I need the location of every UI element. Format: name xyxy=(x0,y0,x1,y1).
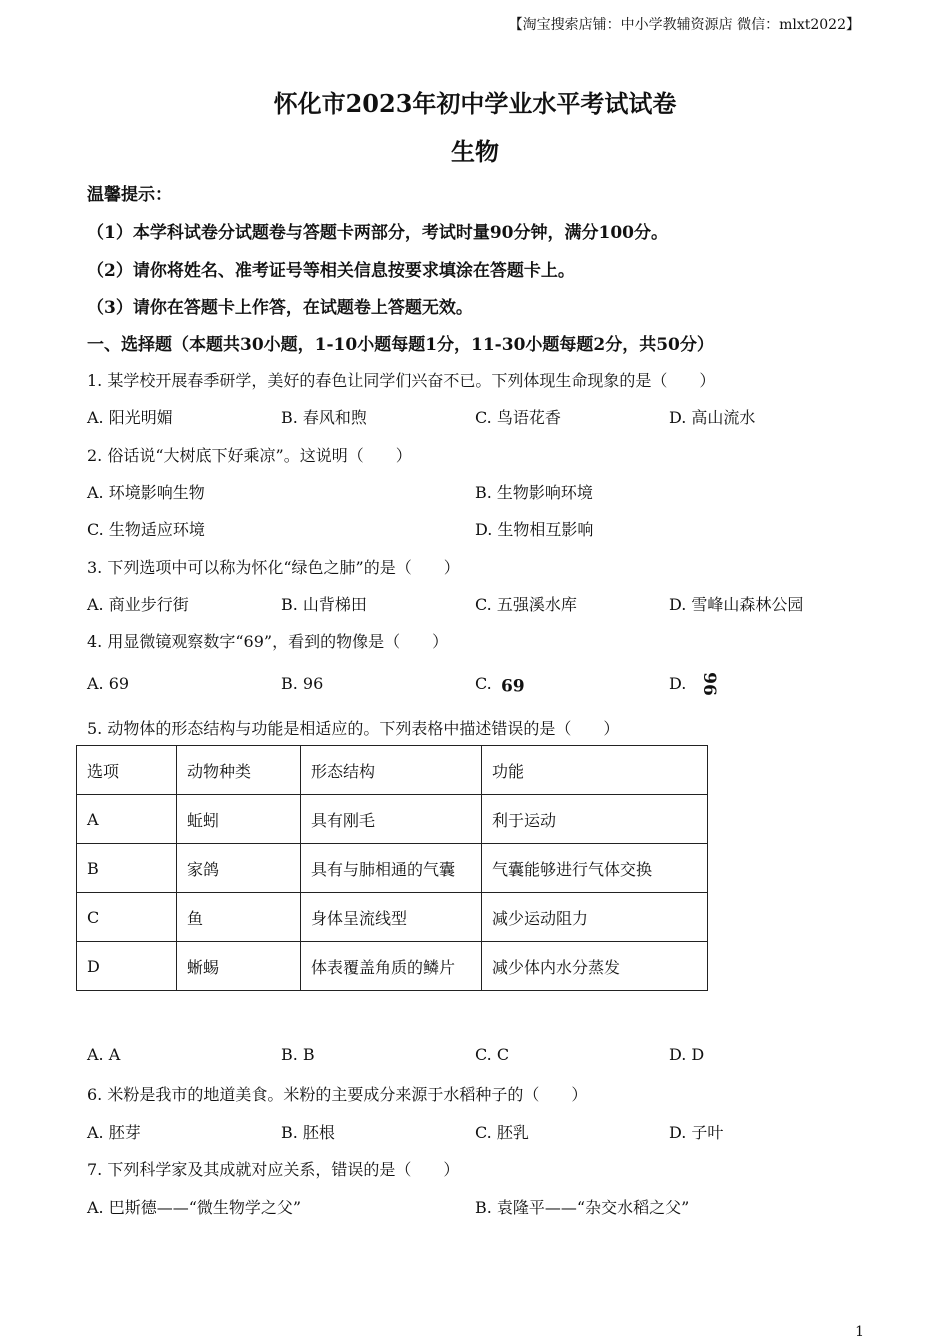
table-header-cell: 动物种类 xyxy=(177,746,301,795)
table-cell: 减少运动阻力 xyxy=(482,893,708,942)
table-cell: D xyxy=(77,942,177,991)
table-cell: 鱼 xyxy=(177,893,301,942)
table-header-row xyxy=(77,746,708,795)
table-cell: 具有刚毛 xyxy=(301,795,482,844)
header-note: 【淘宝搜索店铺：中小学教辅资源店 微信：mlxt2022】 xyxy=(508,17,860,33)
option-label: D. xyxy=(669,674,687,693)
rotated-number-image: 69 xyxy=(500,674,525,694)
option-d: D. D xyxy=(669,1045,705,1064)
table-cell: 利于运动 xyxy=(482,795,708,844)
rotated-number-image: 96 xyxy=(699,672,720,696)
option-a: A. 环境影响生物 xyxy=(87,483,205,502)
option-a: A. 阳光明媚 xyxy=(87,408,173,427)
table-header-cell: 选项 xyxy=(77,746,177,795)
q5-table xyxy=(76,745,708,991)
section-heading: 一、选择题（本题共30小题，1-10小题每题1分，11-30小题每题2分，共50分） xyxy=(87,335,714,355)
option-a: A. 巴斯德——“微生物学之父” xyxy=(87,1198,302,1217)
subject-title: 生物 xyxy=(451,137,499,166)
option-b: B. 胚根 xyxy=(281,1123,335,1142)
option-c xyxy=(475,674,525,694)
question-stem: 6. 米粉是我市的地道美食。米粉的主要成分来源于水稻种子的（ ） xyxy=(87,1085,588,1104)
option-b: B. 袁隆平——“杂交水稻之父” xyxy=(475,1198,690,1217)
option-b: B. B xyxy=(281,1045,315,1064)
tip-item: （2）请你将姓名、准考证号等相关信息按要求填涂在答题卡上。 xyxy=(87,261,575,281)
option-d xyxy=(669,674,721,694)
option-d: D. 生物相互影响 xyxy=(475,520,594,539)
tip-item: （3）请你在答题卡上作答，在试题卷上答题无效。 xyxy=(87,298,473,318)
option-c: C. 胚乳 xyxy=(475,1123,529,1142)
table-cell: 家鸽 xyxy=(177,844,301,893)
option-c: C. 五强溪水库 xyxy=(475,595,577,614)
option-b: B. 生物影响环境 xyxy=(475,483,593,502)
question-stem: 2. 俗话说“大树底下好乘凉”。这说明（ ） xyxy=(87,446,412,465)
table-row xyxy=(77,795,708,844)
table-cell: 体表覆盖角质的鳞片 xyxy=(301,942,482,991)
question-stem: 1. 某学校开展春季研学，美好的春色让同学们兴奋不已。下列体现生命现象的是（ ） xyxy=(87,371,716,390)
option-c: C. C xyxy=(475,1045,510,1064)
option-d: D. 子叶 xyxy=(669,1123,724,1142)
option-b: B. 96 xyxy=(281,674,324,693)
table-cell: A xyxy=(77,795,177,844)
option-d: D. 高山流水 xyxy=(669,408,756,427)
option-a: A. 商业步行街 xyxy=(87,595,189,614)
exam-title: 怀化市2023年初中学业水平考试试卷 xyxy=(273,89,677,118)
table-cell: 蚯蚓 xyxy=(177,795,301,844)
option-a: A. 69 xyxy=(87,674,130,693)
table-cell: 身体呈流线型 xyxy=(301,893,482,942)
question-stem: 5. 动物体的形态结构与功能是相适应的。下列表格中描述错误的是（ ） xyxy=(87,719,620,738)
option-b: B. 山背梯田 xyxy=(281,595,367,614)
table-row xyxy=(77,942,708,991)
table-cell: 具有与肺相通的气囊 xyxy=(301,844,482,893)
table-header-cell: 功能 xyxy=(482,746,708,795)
table-cell: 蜥蜴 xyxy=(177,942,301,991)
option-c: C. 鸟语花香 xyxy=(475,408,561,427)
option-label: C. xyxy=(475,674,492,693)
option-b: B. 春风和煦 xyxy=(281,408,367,427)
page-number: 1 xyxy=(855,1324,864,1340)
option-a: A. 胚芽 xyxy=(87,1123,141,1142)
table-cell: 减少体内水分蒸发 xyxy=(482,942,708,991)
tips-heading: 温馨提示： xyxy=(87,185,172,205)
option-a: A. A xyxy=(87,1045,121,1064)
table-row xyxy=(77,844,708,893)
table-row xyxy=(77,893,708,942)
question-stem: 4. 用显微镜观察数字“69”，看到的物像是（ ） xyxy=(87,632,449,651)
table-cell: 气囊能够进行气体交换 xyxy=(482,844,708,893)
question-stem: 3. 下列选项中可以称为怀化“绿色之肺”的是（ ） xyxy=(87,558,460,577)
table-cell: C xyxy=(77,893,177,942)
question-stem: 7. 下列科学家及其成就对应关系，错误的是（ ） xyxy=(87,1160,460,1179)
table-header-cell: 形态结构 xyxy=(301,746,482,795)
table-cell: B xyxy=(77,844,177,893)
tip-item: （1）本学科试卷分试题卷与答题卡两部分，考试时量90分钟，满分100分。 xyxy=(87,223,668,243)
option-c: C. 生物适应环境 xyxy=(87,520,205,539)
option-d: D. 雪峰山森林公园 xyxy=(669,595,804,614)
